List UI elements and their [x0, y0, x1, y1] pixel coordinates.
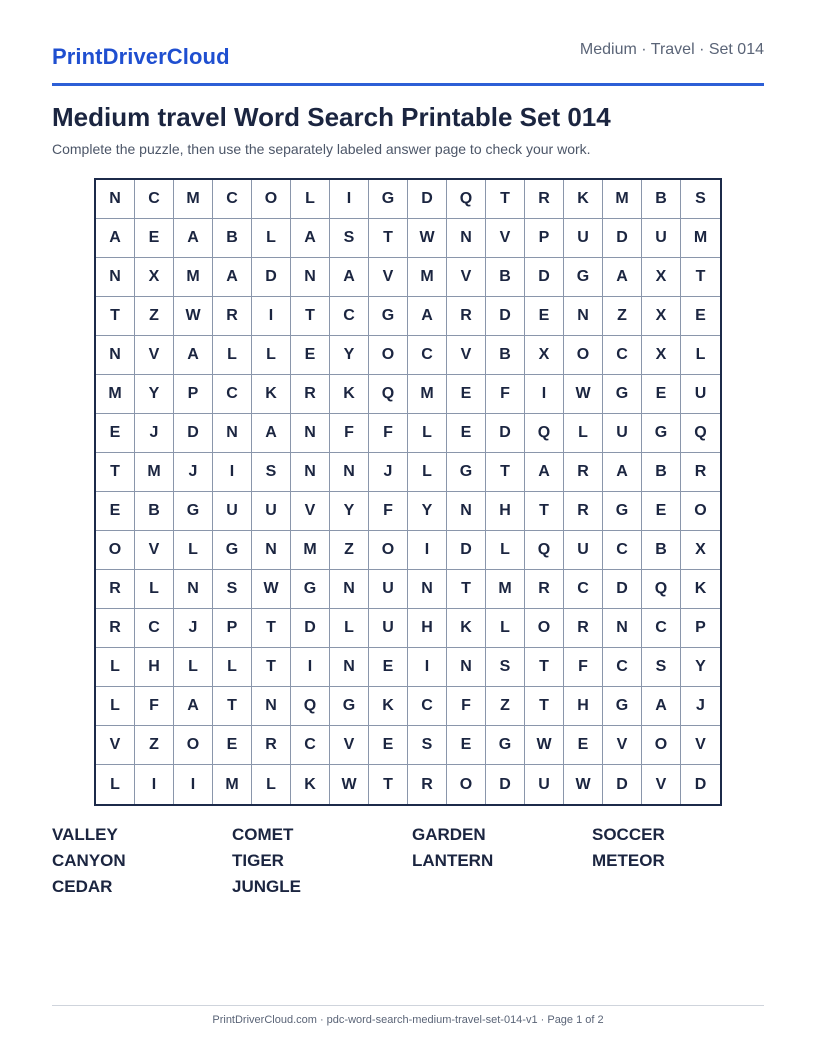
- grid-cell[interactable]: M: [291, 531, 330, 570]
- grid-cell[interactable]: A: [213, 258, 252, 297]
- grid-cell[interactable]: V: [291, 492, 330, 531]
- grid-cell[interactable]: J: [681, 687, 720, 726]
- word-list-item: METEOR: [592, 851, 665, 870]
- grid-cell[interactable]: I: [408, 531, 447, 570]
- grid-cell[interactable]: F: [135, 687, 174, 726]
- grid-cell[interactable]: L: [408, 453, 447, 492]
- grid-cell[interactable]: P: [525, 219, 564, 258]
- grid-cell[interactable]: G: [603, 492, 642, 531]
- grid-cell[interactable]: N: [447, 492, 486, 531]
- page-title: Medium travel Word Search Printable Set 014: [52, 102, 611, 132]
- grid-cell[interactable]: C: [603, 336, 642, 375]
- grid-cell[interactable]: E: [681, 297, 720, 336]
- grid-cell[interactable]: D: [525, 258, 564, 297]
- grid-cell[interactable]: D: [291, 609, 330, 648]
- grid-cell[interactable]: B: [135, 492, 174, 531]
- grid-cell[interactable]: K: [564, 180, 603, 219]
- grid-cell[interactable]: Y: [681, 648, 720, 687]
- grid-cell[interactable]: Z: [486, 687, 525, 726]
- grid-cell[interactable]: Q: [447, 180, 486, 219]
- grid-cell[interactable]: H: [135, 648, 174, 687]
- grid-cell[interactable]: W: [408, 219, 447, 258]
- word-list-item: CEDAR: [52, 877, 113, 896]
- grid-cell[interactable]: A: [174, 219, 213, 258]
- grid-cell[interactable]: S: [408, 726, 447, 765]
- grid-cell[interactable]: N: [96, 180, 135, 219]
- grid-cell[interactable]: C: [603, 531, 642, 570]
- grid-cell[interactable]: W: [564, 375, 603, 414]
- grid-cell[interactable]: G: [486, 726, 525, 765]
- grid-cell[interactable]: R: [564, 492, 603, 531]
- grid-cell[interactable]: V: [369, 258, 408, 297]
- grid-cell[interactable]: E: [642, 492, 681, 531]
- grid-cell[interactable]: L: [213, 336, 252, 375]
- grid-cell[interactable]: M: [486, 570, 525, 609]
- word-list-item: GARDEN: [412, 825, 486, 844]
- grid-cell[interactable]: N: [213, 414, 252, 453]
- grid-cell[interactable]: E: [447, 726, 486, 765]
- grid-cell[interactable]: A: [174, 336, 213, 375]
- grid-cell[interactable]: T: [213, 687, 252, 726]
- grid-cell[interactable]: A: [174, 687, 213, 726]
- grid-cell[interactable]: N: [291, 258, 330, 297]
- grid-cell[interactable]: V: [603, 726, 642, 765]
- grid-cell[interactable]: K: [330, 375, 369, 414]
- grid-cell[interactable]: V: [135, 336, 174, 375]
- word-list-item: TIGER: [232, 851, 284, 870]
- grid-cell[interactable]: Z: [330, 531, 369, 570]
- grid-cell[interactable]: N: [291, 453, 330, 492]
- grid-cell[interactable]: B: [642, 453, 681, 492]
- grid-cell[interactable]: I: [174, 765, 213, 804]
- grid-cell[interactable]: N: [291, 414, 330, 453]
- grid-cell[interactable]: H: [408, 609, 447, 648]
- grid-cell[interactable]: L: [564, 414, 603, 453]
- grid-cell[interactable]: D: [252, 258, 291, 297]
- grid-cell[interactable]: G: [642, 414, 681, 453]
- grid-cell[interactable]: X: [135, 258, 174, 297]
- grid-cell[interactable]: L: [174, 531, 213, 570]
- grid-cell[interactable]: U: [369, 609, 408, 648]
- grid-cell[interactable]: I: [213, 453, 252, 492]
- grid-cell[interactable]: R: [96, 570, 135, 609]
- grid-cell[interactable]: N: [330, 648, 369, 687]
- grid-cell[interactable]: R: [408, 765, 447, 804]
- grid-cell[interactable]: F: [486, 375, 525, 414]
- grid-cell[interactable]: E: [213, 726, 252, 765]
- grid-cell[interactable]: U: [564, 219, 603, 258]
- grid-cell[interactable]: D: [408, 180, 447, 219]
- grid-cell[interactable]: L: [96, 687, 135, 726]
- grid-cell[interactable]: D: [486, 414, 525, 453]
- grid-cell[interactable]: Q: [291, 687, 330, 726]
- grid-cell[interactable]: N: [96, 336, 135, 375]
- grid-cell[interactable]: K: [447, 609, 486, 648]
- grid-cell[interactable]: D: [447, 531, 486, 570]
- grid-cell[interactable]: F: [369, 414, 408, 453]
- grid-cell[interactable]: O: [642, 726, 681, 765]
- grid-cell[interactable]: N: [174, 570, 213, 609]
- grid-cell[interactable]: T: [525, 648, 564, 687]
- grid-cell[interactable]: H: [486, 492, 525, 531]
- grid-cell[interactable]: V: [96, 726, 135, 765]
- grid-cell[interactable]: G: [369, 297, 408, 336]
- grid-cell[interactable]: U: [369, 570, 408, 609]
- grid-cell[interactable]: C: [408, 687, 447, 726]
- grid-cell[interactable]: T: [681, 258, 720, 297]
- grid-cell[interactable]: T: [252, 648, 291, 687]
- grid-cell[interactable]: L: [486, 609, 525, 648]
- page-header: [52, 40, 764, 86]
- grid-cell[interactable]: S: [213, 570, 252, 609]
- grid-cell[interactable]: I: [291, 648, 330, 687]
- grid-cell[interactable]: R: [564, 453, 603, 492]
- grid-cell[interactable]: B: [642, 180, 681, 219]
- grid-cell[interactable]: R: [447, 297, 486, 336]
- grid-cell[interactable]: E: [135, 219, 174, 258]
- grid-cell[interactable]: I: [330, 180, 369, 219]
- grid-cell[interactable]: C: [135, 609, 174, 648]
- puzzle-meta: Medium · Travel · Set 014: [579, 41, 764, 58]
- grid-cell[interactable]: Y: [408, 492, 447, 531]
- grid-cell[interactable]: R: [213, 297, 252, 336]
- grid-cell[interactable]: U: [681, 375, 720, 414]
- grid-cell[interactable]: R: [96, 609, 135, 648]
- grid-cell[interactable]: V: [330, 726, 369, 765]
- grid-cell[interactable]: S: [642, 648, 681, 687]
- grid-cell[interactable]: P: [174, 375, 213, 414]
- grid-cell[interactable]: M: [408, 375, 447, 414]
- grid-cell[interactable]: T: [486, 453, 525, 492]
- grid-cell[interactable]: Q: [525, 414, 564, 453]
- grid-cell[interactable]: O: [252, 180, 291, 219]
- grid-cell[interactable]: Y: [330, 492, 369, 531]
- grid-cell[interactable]: G: [447, 453, 486, 492]
- grid-cell[interactable]: S: [252, 453, 291, 492]
- grid-cell[interactable]: S: [330, 219, 369, 258]
- grid-cell[interactable]: I: [252, 297, 291, 336]
- grid-cell[interactable]: M: [408, 258, 447, 297]
- grid-cell[interactable]: K: [291, 765, 330, 804]
- grid-cell[interactable]: W: [564, 765, 603, 804]
- grid-cell[interactable]: C: [564, 570, 603, 609]
- grid-cell[interactable]: F: [369, 492, 408, 531]
- grid-cell[interactable]: L: [96, 648, 135, 687]
- grid-cell[interactable]: M: [174, 258, 213, 297]
- grid-cell[interactable]: K: [681, 570, 720, 609]
- grid-cell[interactable]: A: [525, 453, 564, 492]
- grid-cell[interactable]: U: [603, 414, 642, 453]
- grid-cell[interactable]: M: [174, 180, 213, 219]
- grid-cell[interactable]: A: [408, 297, 447, 336]
- grid-cell[interactable]: J: [174, 609, 213, 648]
- grid-cell[interactable]: G: [213, 531, 252, 570]
- grid-cell[interactable]: F: [330, 414, 369, 453]
- grid-cell[interactable]: H: [564, 687, 603, 726]
- grid-cell[interactable]: Y: [135, 375, 174, 414]
- grid-cell[interactable]: W: [525, 726, 564, 765]
- grid-cell[interactable]: P: [213, 609, 252, 648]
- grid-cell[interactable]: J: [135, 414, 174, 453]
- grid-cell[interactable]: X: [681, 531, 720, 570]
- grid-cell[interactable]: I: [525, 375, 564, 414]
- grid-cell[interactable]: Z: [603, 297, 642, 336]
- word-list-item: VALLEY: [52, 825, 118, 844]
- page-subtitle: Complete the puzzle, then use the separately labeled answer page to check your work.: [52, 141, 591, 157]
- grid-cell[interactable]: A: [291, 219, 330, 258]
- grid-cell[interactable]: P: [681, 609, 720, 648]
- grid-cell[interactable]: C: [408, 336, 447, 375]
- grid-cell[interactable]: A: [603, 258, 642, 297]
- grid-cell[interactable]: A: [642, 687, 681, 726]
- grid-cell[interactable]: A: [603, 453, 642, 492]
- grid-cell[interactable]: I: [408, 648, 447, 687]
- grid-cell[interactable]: B: [213, 219, 252, 258]
- grid-cell[interactable]: R: [525, 180, 564, 219]
- grid-cell[interactable]: X: [642, 258, 681, 297]
- grid-cell[interactable]: A: [330, 258, 369, 297]
- grid-cell[interactable]: V: [681, 726, 720, 765]
- word-list-item: CANYON: [52, 851, 126, 870]
- grid-cell[interactable]: L: [135, 570, 174, 609]
- grid-cell[interactable]: N: [330, 570, 369, 609]
- grid-cell[interactable]: F: [564, 648, 603, 687]
- grid-cell[interactable]: W: [252, 570, 291, 609]
- grid-cell[interactable]: G: [369, 180, 408, 219]
- grid-cell[interactable]: Q: [642, 570, 681, 609]
- grid-cell[interactable]: C: [213, 375, 252, 414]
- grid-cell[interactable]: D: [486, 297, 525, 336]
- grid-cell[interactable]: Q: [369, 375, 408, 414]
- grid-cell[interactable]: L: [408, 414, 447, 453]
- grid-cell[interactable]: T: [525, 492, 564, 531]
- grid-cell[interactable]: G: [330, 687, 369, 726]
- grid-cell[interactable]: R: [291, 375, 330, 414]
- grid-cell[interactable]: V: [486, 219, 525, 258]
- grid-cell[interactable]: W: [174, 297, 213, 336]
- grid-cell[interactable]: A: [96, 219, 135, 258]
- grid-cell[interactable]: A: [252, 414, 291, 453]
- grid-cell[interactable]: M: [681, 219, 720, 258]
- word-list-item: SOCCER: [592, 825, 665, 844]
- grid-cell[interactable]: X: [642, 297, 681, 336]
- grid-cell[interactable]: U: [642, 219, 681, 258]
- grid-cell[interactable]: U: [252, 492, 291, 531]
- grid-cell[interactable]: R: [525, 570, 564, 609]
- grid-cell[interactable]: F: [447, 687, 486, 726]
- grid-cell[interactable]: U: [525, 765, 564, 804]
- grid-cell[interactable]: T: [525, 687, 564, 726]
- word-search-grid: [94, 178, 722, 806]
- grid-cell[interactable]: B: [486, 336, 525, 375]
- grid-cell[interactable]: R: [681, 453, 720, 492]
- grid-cell[interactable]: D: [694, 775, 707, 793]
- grid-cell[interactable]: T: [96, 297, 135, 336]
- grid-cell[interactable]: O: [96, 531, 135, 570]
- grid-cell[interactable]: N: [408, 570, 447, 609]
- grid-cell[interactable]: E: [525, 297, 564, 336]
- footer-divider: [52, 1005, 764, 1006]
- grid-cell[interactable]: G: [174, 492, 213, 531]
- grid-cell[interactable]: J: [174, 453, 213, 492]
- grid-cell[interactable]: N: [252, 687, 291, 726]
- grid-cell[interactable]: T: [486, 180, 525, 219]
- grid-cell[interactable]: C: [135, 180, 174, 219]
- grid-cell[interactable]: K: [369, 687, 408, 726]
- grid-cell[interactable]: N: [603, 609, 642, 648]
- grid-cell[interactable]: V: [447, 258, 486, 297]
- grid-cell[interactable]: B: [642, 531, 681, 570]
- grid-cell[interactable]: D: [486, 765, 525, 804]
- grid-cell[interactable]: O: [174, 726, 213, 765]
- grid-cell[interactable]: K: [252, 375, 291, 414]
- grid-cell[interactable]: M: [135, 453, 174, 492]
- grid-cell[interactable]: N: [447, 648, 486, 687]
- grid-cell[interactable]: G: [291, 570, 330, 609]
- grid-cell[interactable]: V: [642, 765, 681, 804]
- grid-cell[interactable]: Z: [135, 726, 174, 765]
- grid-cell[interactable]: V: [135, 531, 174, 570]
- grid-cell[interactable]: R: [564, 609, 603, 648]
- grid-cell[interactable]: G: [564, 258, 603, 297]
- grid-cell[interactable]: S: [486, 648, 525, 687]
- grid-cell[interactable]: C: [213, 180, 252, 219]
- brand-logo[interactable]: PrintDriverCloud: [52, 44, 230, 69]
- grid-cell[interactable]: O: [369, 336, 408, 375]
- grid-cell[interactable]: Q: [525, 531, 564, 570]
- grid-cell[interactable]: N: [96, 258, 135, 297]
- grid-cell[interactable]: T: [447, 570, 486, 609]
- grid-cell[interactable]: O: [447, 765, 486, 804]
- grid-cell[interactable]: E: [447, 375, 486, 414]
- word-list-item: LANTERN: [412, 851, 494, 870]
- grid-cell[interactable]: V: [447, 336, 486, 375]
- grid-cell[interactable]: X: [525, 336, 564, 375]
- grid-cell[interactable]: G: [603, 375, 642, 414]
- grid-cell[interactable]: C: [642, 609, 681, 648]
- grid-cell[interactable]: N: [564, 297, 603, 336]
- grid-cell[interactable]: T: [96, 453, 135, 492]
- grid-cell[interactable]: S: [681, 180, 720, 219]
- grid-cell[interactable]: U: [564, 531, 603, 570]
- grid-cell[interactable]: O: [564, 336, 603, 375]
- grid-cell[interactable]: O: [681, 492, 720, 531]
- grid-cell[interactable]: L: [291, 180, 330, 219]
- grid-cell[interactable]: M: [603, 180, 642, 219]
- grid-cell[interactable]: T: [252, 609, 291, 648]
- grid-cell[interactable]: Y: [330, 336, 369, 375]
- grid-cell[interactable]: D: [603, 219, 642, 258]
- grid-cell[interactable]: E: [96, 414, 135, 453]
- grid-cell[interactable]: I: [135, 765, 174, 804]
- grid-cell[interactable]: L: [213, 648, 252, 687]
- grid-cell[interactable]: D: [603, 765, 642, 804]
- grid-cell[interactable]: E: [369, 648, 408, 687]
- grid-cell[interactable]: T: [291, 297, 330, 336]
- grid-cell[interactable]: E: [291, 336, 330, 375]
- grid-cell[interactable]: D: [174, 414, 213, 453]
- grid-cell[interactable]: X: [642, 336, 681, 375]
- grid-cell[interactable]: E: [642, 375, 681, 414]
- grid-cell[interactable]: L: [681, 336, 720, 375]
- grid-cell[interactable]: B: [486, 258, 525, 297]
- grid-cell[interactable]: Z: [135, 297, 174, 336]
- grid-cell[interactable]: T: [369, 765, 408, 804]
- grid-cell[interactable]: E: [96, 492, 135, 531]
- word-list-item: JUNGLE: [232, 877, 301, 896]
- grid-cell[interactable]: J: [369, 453, 408, 492]
- grid-cell[interactable]: E: [564, 726, 603, 765]
- grid-cell[interactable]: E: [369, 726, 408, 765]
- grid-cell[interactable]: M: [213, 765, 252, 804]
- grid-cell[interactable]: L: [96, 765, 135, 804]
- grid-cell[interactable]: N: [330, 453, 369, 492]
- grid-cell[interactable]: T: [369, 219, 408, 258]
- grid-cell[interactable]: L: [252, 765, 291, 804]
- grid-cell[interactable]: Q: [681, 414, 720, 453]
- page-footer: PrintDriverCloud.com · pdc-word-search-medium-travel-set-014-v1 · Page 1 of 2: [212, 1014, 604, 1026]
- word-list: [52, 826, 772, 904]
- grid-cell[interactable]: U: [213, 492, 252, 531]
- grid-cell[interactable]: L: [486, 531, 525, 570]
- grid-cell[interactable]: O: [525, 609, 564, 648]
- grid-cell[interactable]: L: [252, 336, 291, 375]
- grid-cell[interactable]: O: [369, 531, 408, 570]
- grid-cell[interactable]: L: [330, 609, 369, 648]
- grid-cell[interactable]: M: [96, 375, 135, 414]
- word-list-item: COMET: [232, 825, 294, 844]
- grid-cell[interactable]: C: [330, 297, 369, 336]
- grid-cell[interactable]: G: [603, 687, 642, 726]
- grid-cell[interactable]: C: [603, 648, 642, 687]
- grid-cell[interactable]: D: [603, 570, 642, 609]
- grid-cell[interactable]: R: [252, 726, 291, 765]
- grid-cell[interactable]: W: [330, 765, 369, 804]
- grid-cell[interactable]: E: [447, 414, 486, 453]
- grid-cell[interactable]: L: [252, 219, 291, 258]
- grid-cell[interactable]: C: [291, 726, 330, 765]
- grid-cell[interactable]: N: [252, 531, 291, 570]
- grid-cell[interactable]: N: [447, 219, 486, 258]
- grid-cell[interactable]: L: [174, 648, 213, 687]
